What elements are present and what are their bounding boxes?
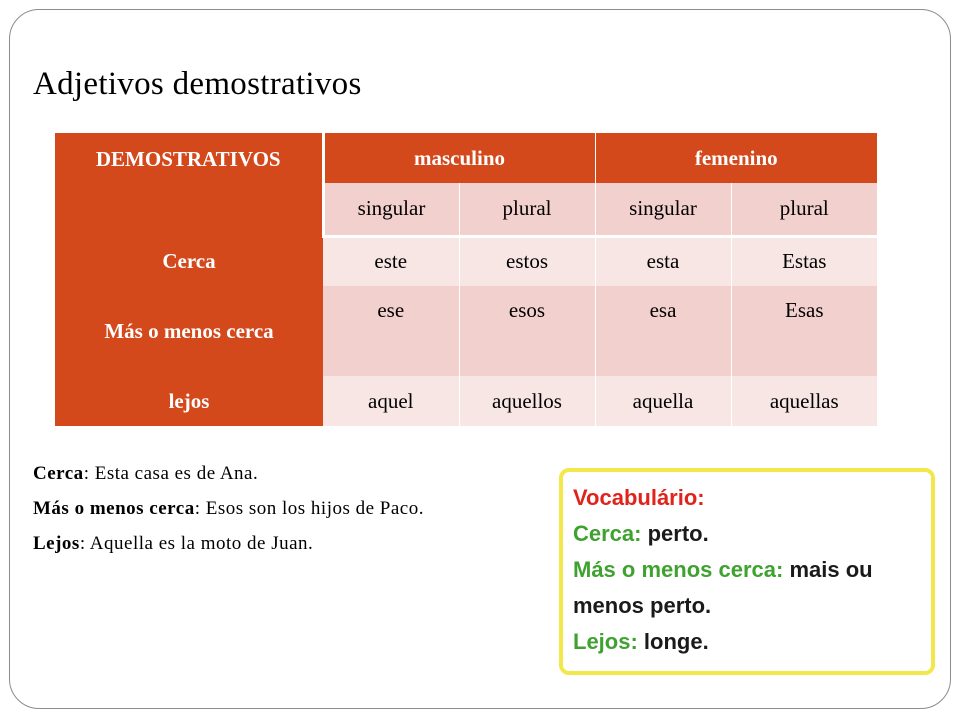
example-line: Más o menos cerca: Esos son los hijos de Paco.	[33, 498, 424, 519]
vocabulary-box	[559, 468, 935, 675]
example-sentences	[33, 456, 424, 561]
vocab-line: Lejos: longe.	[573, 629, 709, 654]
table-cell: esta	[595, 236, 731, 286]
row-label: lejos	[55, 376, 323, 426]
table-cell: este	[323, 236, 459, 286]
table-cell: esos	[459, 286, 595, 376]
vocab-heading: Vocabulário:	[573, 485, 705, 510]
slide-title: Adjetivos demostrativos	[33, 66, 362, 102]
example-line: Lejos: Aquella es la moto de Juan.	[33, 533, 314, 554]
table-cell: Esas	[731, 286, 877, 376]
subheader-cell: singular	[323, 183, 459, 236]
table-cell: aquellos	[459, 376, 595, 426]
table-corner-header: DEMOSTRATIVOS	[55, 133, 323, 236]
table-row	[55, 236, 877, 286]
demonstratives-table	[55, 133, 877, 426]
header-masculino: masculino	[323, 133, 595, 183]
row-label: Más o menos cerca	[55, 286, 323, 376]
table-cell: aquel	[323, 376, 459, 426]
table-row	[55, 376, 877, 426]
table-cell: aquellas	[731, 376, 877, 426]
subheader-cell: plural	[459, 183, 595, 236]
example-line: Cerca: Esta casa es de Ana.	[33, 463, 259, 484]
table-cell: ese	[323, 286, 459, 376]
table-cell: Estas	[731, 236, 877, 286]
table-row	[55, 286, 877, 376]
table-cell: estos	[459, 236, 595, 286]
subheader-cell: plural	[731, 183, 877, 236]
table-cell: aquella	[595, 376, 731, 426]
table-cell: esa	[595, 286, 731, 376]
header-femenino: femenino	[595, 133, 877, 183]
vocab-line: Más o menos cerca: mais ou menos perto.	[573, 557, 873, 618]
row-label: Cerca	[55, 236, 323, 286]
vocab-line: Cerca: perto.	[573, 521, 709, 546]
subheader-cell: singular	[595, 183, 731, 236]
